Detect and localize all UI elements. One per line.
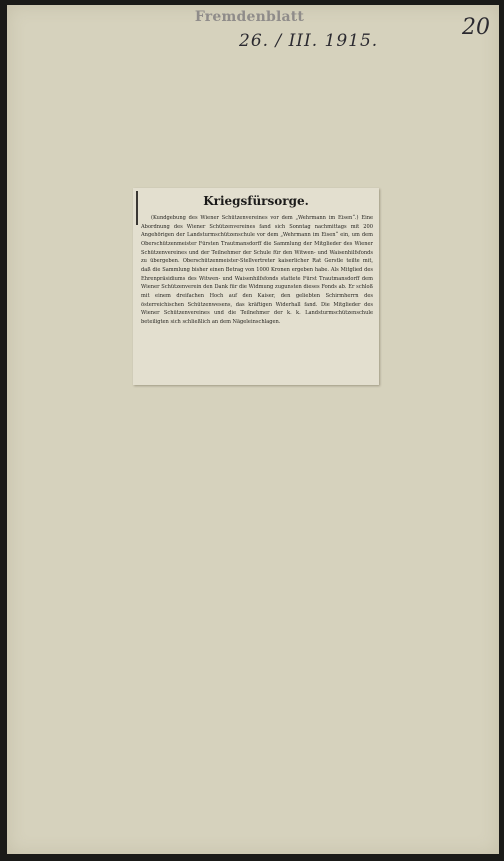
archive-page (7, 5, 499, 854)
newspaper-clipping (133, 188, 379, 385)
newspaper-stamp: Fremdenblatt (194, 9, 305, 25)
page-number: 20 (462, 15, 490, 40)
handwritten-date: 26. / III. 1915. (239, 31, 379, 51)
article-body: (Kundgebung des Wiener Schützenvereines vor dem „Wehrmann im Eisen“.) Eine Abordnung des Wiener Schützenvereines fand sich Sonntag nachmittags mit 200 Angehörigen der Landsturmschützenschule vor dem „Wehrmann im Eisen“ ein, um dem Oberschützenmeister Fürsten Trautmansdorff die Sammlung der Mitglieder des Wiener Schützenvereines und der Teilnehmer der Schule für den Witwen- und Waisenhilfsfonds zu übergeben. Oberschützenmeister-Stellvertreter kaiserlicher Rat Gerstle teilte mit, daß die Sammlung bisher einen Betrag von 1000 Kronen ergeben habe. Als Mitglied des Ehrenpräsidiums des Witwen- und Waisenhilfsfonds stattete Fürst Trautmansdorff dem Wiener Schützenverein den Dank für die Widmung zugunsten dieses Fonds ab. Er schloß mit einem dreifachen Hoch auf den Kaiser, den geliebten Schirmherrn des österreichischen Schützenwesens, das kräftigen Widerhall fand. Die Mitglieder des Wiener Schützenvereines und die Teilnehmer der k. k. Landsturmschützenschule beteiligten sich schließlich an dem Nägeleinschlagen. (141, 215, 373, 325)
article-title: Kriegsfürsorge. (203, 194, 309, 208)
